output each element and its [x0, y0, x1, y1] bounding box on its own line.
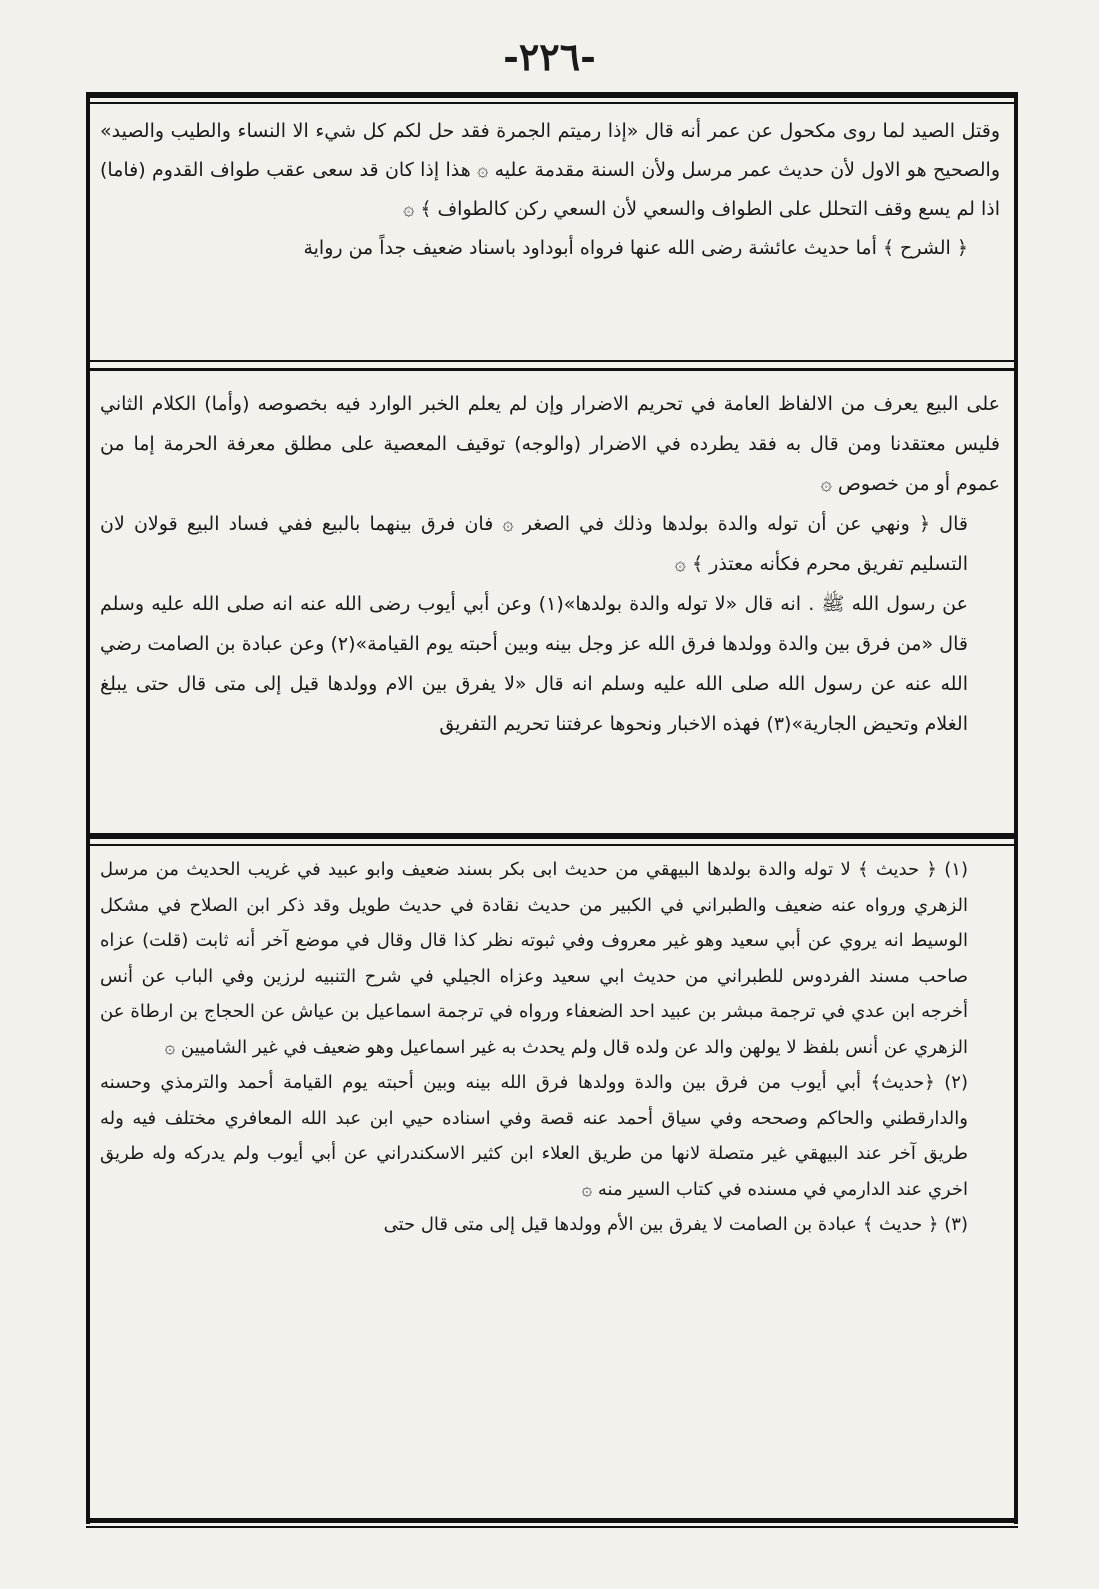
- footnote-1: (١) ﴿ حديث ﴾ لا توله والدة بولدها البيهقي من حديث ابى بكر بسند ضعيف وابو عبيد في غريب الحديث من مرسل الزهري ورواه عنه ضعيف والطبراني في الكبير من حديث نقادة في حديث طويل وقد ذكر ابن الصلاح في مشكل الوسيط انه يروي عن أبي سعيد وهو غير معروف وفي ثبوته نظر كذا قال وقال في موضع آخر أنه ثابت (قلت) عزاه صاحب مسند الفردوس للطبراني من حديث ابي سعيد وعزاه الجيلي في شرح التنبيه لرزين وفي الباب عن أنس أخرجه ابن عدي في ترجمة مبشر بن عبيد احد الضعفاء ورواه في ترجمة اسماعيل بن عياش عن الحجاج بن ارطاة عن الزهري عن أنس بلفظ لا يولهن والد عن ولده قال ولم يحدث به غير اسماعيل وهو ضعيف في غير الشاميين ۞: [100, 859, 968, 1058]
- commentary-paragraph: قال ﴿ ونهي عن أن توله والدة بولدها وذلك في الصغر ۞ فان فرق بينهما بالبيع ففي فساد البيع قولان لان التسليم تفريق محرم فكأنه معتذر ﴾ ۞: [100, 513, 968, 575]
- sharh-paragraph: ﴿ الشرح ﴾ أما حديث عائشة رضى الله عنها فرواه أبوداود باسناد ضعيف جداً من رواية: [303, 237, 968, 259]
- text-separator-rule: [86, 360, 1018, 362]
- page-number: -٢٢٦-: [503, 34, 596, 79]
- top-rule: [86, 92, 1018, 98]
- bottom-rule-thin: [86, 1526, 1018, 1528]
- footnotes-section: [100, 852, 1000, 1243]
- footnote-separator-rule-thin: [86, 844, 1018, 846]
- text-separator-rule-thick: [86, 368, 1018, 371]
- footnote-separator-rule: [86, 833, 1018, 839]
- top-rule-thin: [86, 102, 1018, 104]
- page-frame: [86, 92, 1018, 1524]
- bottom-rule: [86, 1518, 1018, 1523]
- commentary-paragraph: عن رسول الله ﷺ . انه قال «لا توله والدة بولدها»(١) وعن أبي أيوب رضى الله عنه انه صلى الله عليه وسلم قال «من فرق بين والدة وولدها فرق الله عز وجل بينه وبين أحبته يوم القيامة»(٢) وعن عبادة بن الصامت رضي الله عنه عن رسول الله صلى الله عليه وسلم انه قال «لا يفرق بين الام وولدها قيل إلى متى قال حتى يبلغ الغلام وتحيض الجارية»(٣) فهذه الاخبار ونحوها عرفتنا تحريم التفريق: [100, 593, 968, 735]
- matn-paragraph: وقتل الصيد لما روى مكحول عن عمر أنه قال «إذا رميتم الجمرة فقد حل لكم كل شيء الا النساء والطيب والصيد» والصحيح هو الاول لأن حديث عمر مرسل ولأن السنة مقدمة عليه ۞ هذا إذا كان قد سعى عقب طواف القدوم (فاما) اذا لم يسع وقف التحلل على الطواف والسعي لأن السعي ركن كالطواف ﴾ ۞: [100, 120, 1000, 220]
- commentary-paragraph: على البيع يعرف من الالفاظ العامة في تحريم الاضرار وإن لم يعلم الخبر الوارد فيه بخصوصه (وأما) الكلام الثاني فليس معتقدنا ومن قال به فقد يطرده في الاضرار (والوجه) توقيف المعصية على مطلق معرفة الحرمة إما من عموم أو من خصوص ۞: [100, 393, 1000, 495]
- commentary-section: [100, 384, 1000, 744]
- footnote-3: (٣) ﴿ حديث ﴾ عبادة بن الصامت لا يفرق بين الأم وولدها قيل إلى متى قال حتى: [383, 1214, 968, 1235]
- footnote-2: (٢) ﴿حديث﴾ أبي أيوب من فرق بين والدة وولدها فرق الله بينه وبين أحبته يوم القيامة أحمد والترمذي وحسنه والدارقطني والحاكم وصححه وفي سياق أحمد عنه قصة وفي اسناده حيي ابن عبد الله المعافري مختلف فيه وله طريق آخر عند البيهقي غير متصلة لانها من طريق العلاء ابن كثير الاسكندراني عن أبي أيوب ولم يدركه وله طريق اخري عند الدارمي في مسنده في كتاب السير منه ۞: [100, 1072, 968, 1200]
- matn-section: [100, 112, 1000, 268]
